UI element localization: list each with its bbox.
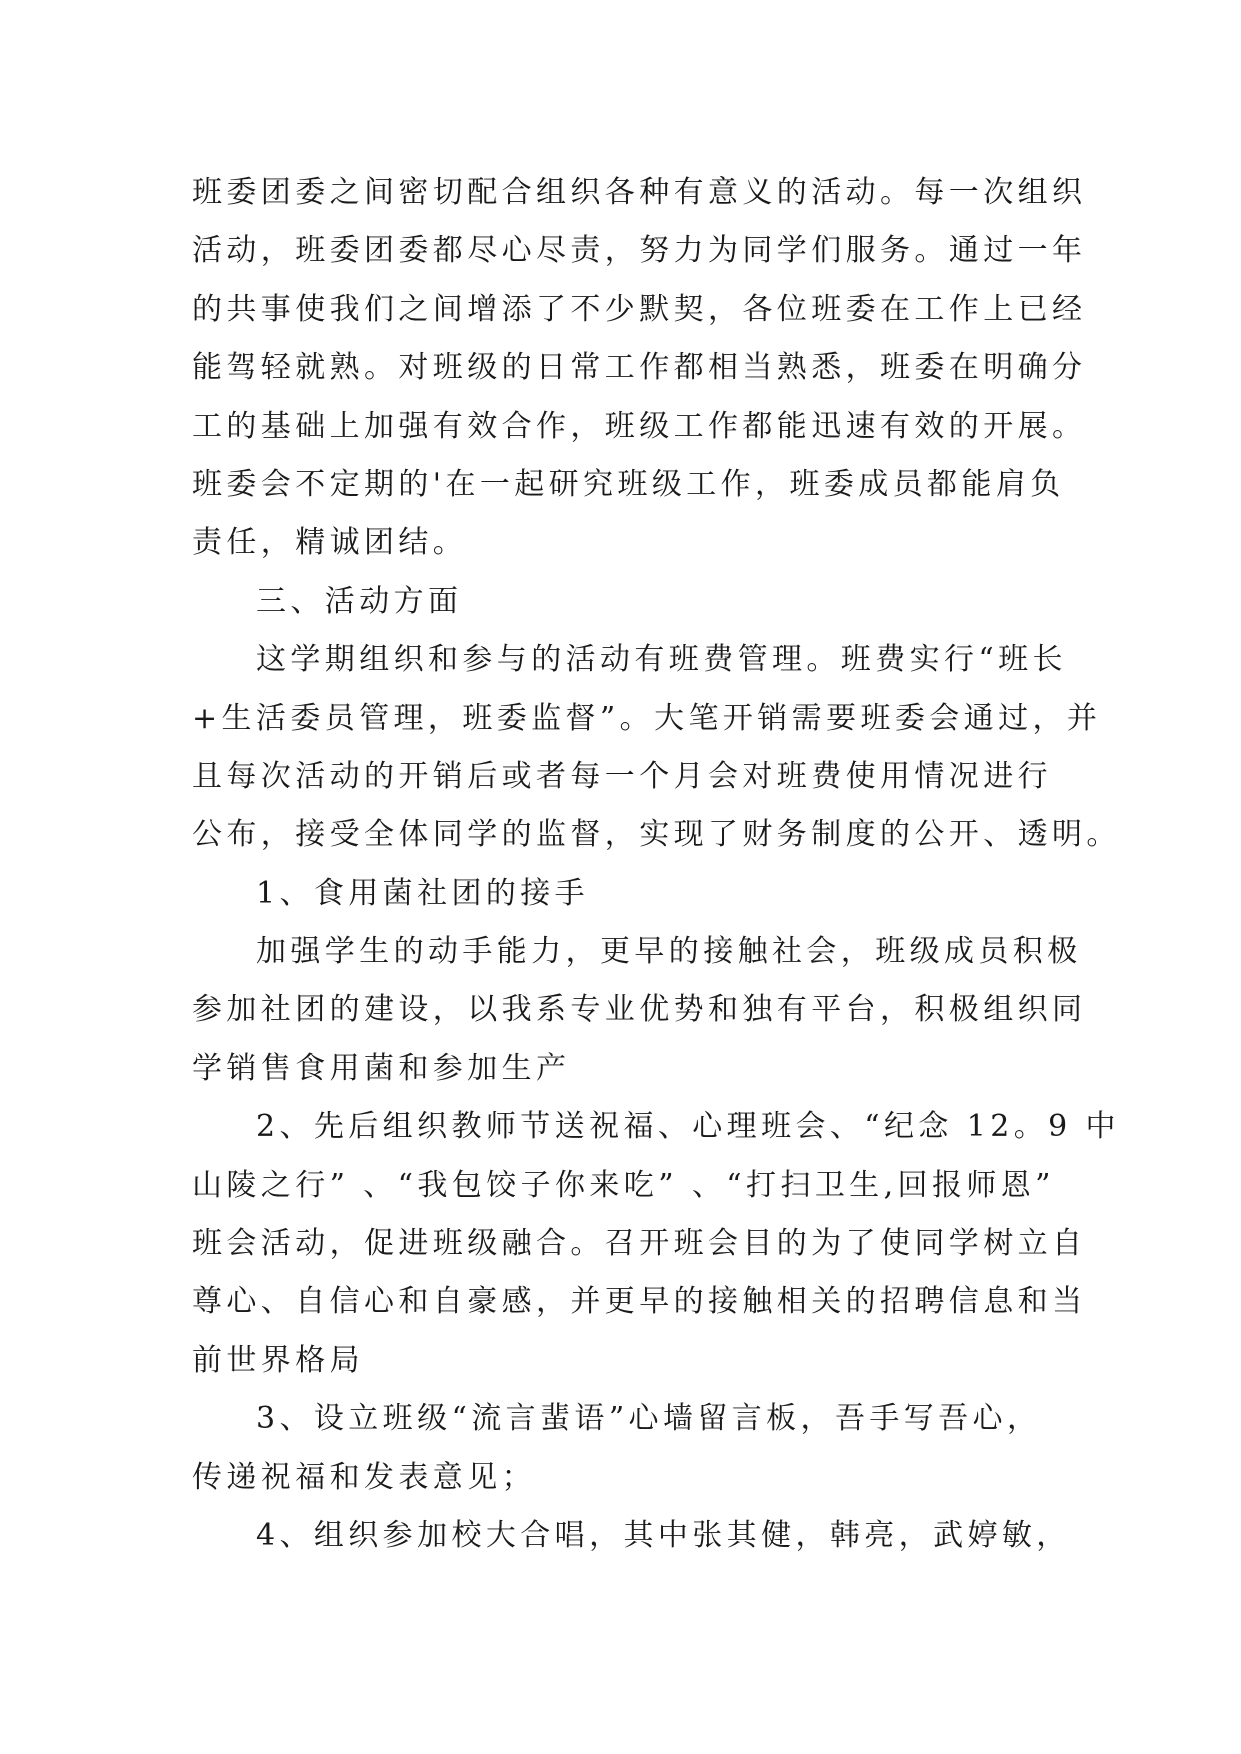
text-line: 参加社团的建设，以我系专业优势和独有平台，积极组织同 — [192, 992, 1087, 1028]
text-line: 三、活动方面 — [256, 583, 463, 619]
text-line: 学销售食用菌和参加生产 — [192, 1050, 571, 1086]
text-line: 班委会不定期的'在一起研究班级工作，班委成员都能肩负 — [192, 466, 1065, 502]
text-line: 3、设立班级“流言蜚语”心墙留言板，吾手写吾心， — [256, 1401, 1042, 1437]
text-line: +生活委员管理，班委监督”。大笔开销需要班委会通过，并 — [192, 700, 1102, 736]
text-line: 公布，接受全体同学的监督，实现了财务制度的公开、透明。 — [192, 817, 1121, 853]
text-line: 山陵之行” 、“我包饺子你来吃” 、“打扫卫生,回报师恩” — [192, 1167, 1055, 1203]
body-text — [192, 164, 1121, 1565]
text-line: 工的基础上加强有效合作，班级工作都能迅速有效的开展。 — [192, 408, 1087, 444]
text-line: 1、食用菌社团的接手 — [256, 875, 590, 911]
text-line: 班委团委之间密切配合组织各种有意义的活动。每一次组织 — [192, 175, 1087, 210]
text-line: 责任，精诚团结。 — [192, 525, 468, 561]
text-line: 的共事使我们之间增添了不少默契，各位班委在工作上已经 — [192, 291, 1087, 327]
text-line: 能驾轻就熟。对班级的日常工作都相当熟悉，班委在明确分 — [192, 350, 1087, 386]
text-line: 且每次活动的开销后或者每一个月会对班费使用情况进行 — [192, 758, 1052, 794]
text-line: 4、组织参加校大合唱，其中张其健，韩亮，武婷敏， — [256, 1517, 1071, 1553]
text-line: 尊心、自信心和自豪感，并更早的接触相关的招聘信息和当 — [192, 1284, 1087, 1320]
text-line: 班会活动，促进班级融合。召开班会目的为了使同学树立自 — [192, 1226, 1087, 1262]
text-line: 传递祝福和发表意见； — [192, 1459, 536, 1495]
text-line: 活动，班委团委都尽心尽责，努力为同学们服务。通过一年 — [192, 233, 1087, 269]
text-line: 前世界格局 — [192, 1342, 364, 1378]
text-line: 加强学生的动手能力，更早的接触社会，班级成员积极 — [256, 934, 1082, 970]
text-line: 2、先后组织教师节送祝福、心理班会、“纪念 12。9 中 — [256, 1109, 1120, 1145]
text-line: 这学期组织和参与的活动有班费管理。班费实行“班长 — [256, 642, 1067, 678]
